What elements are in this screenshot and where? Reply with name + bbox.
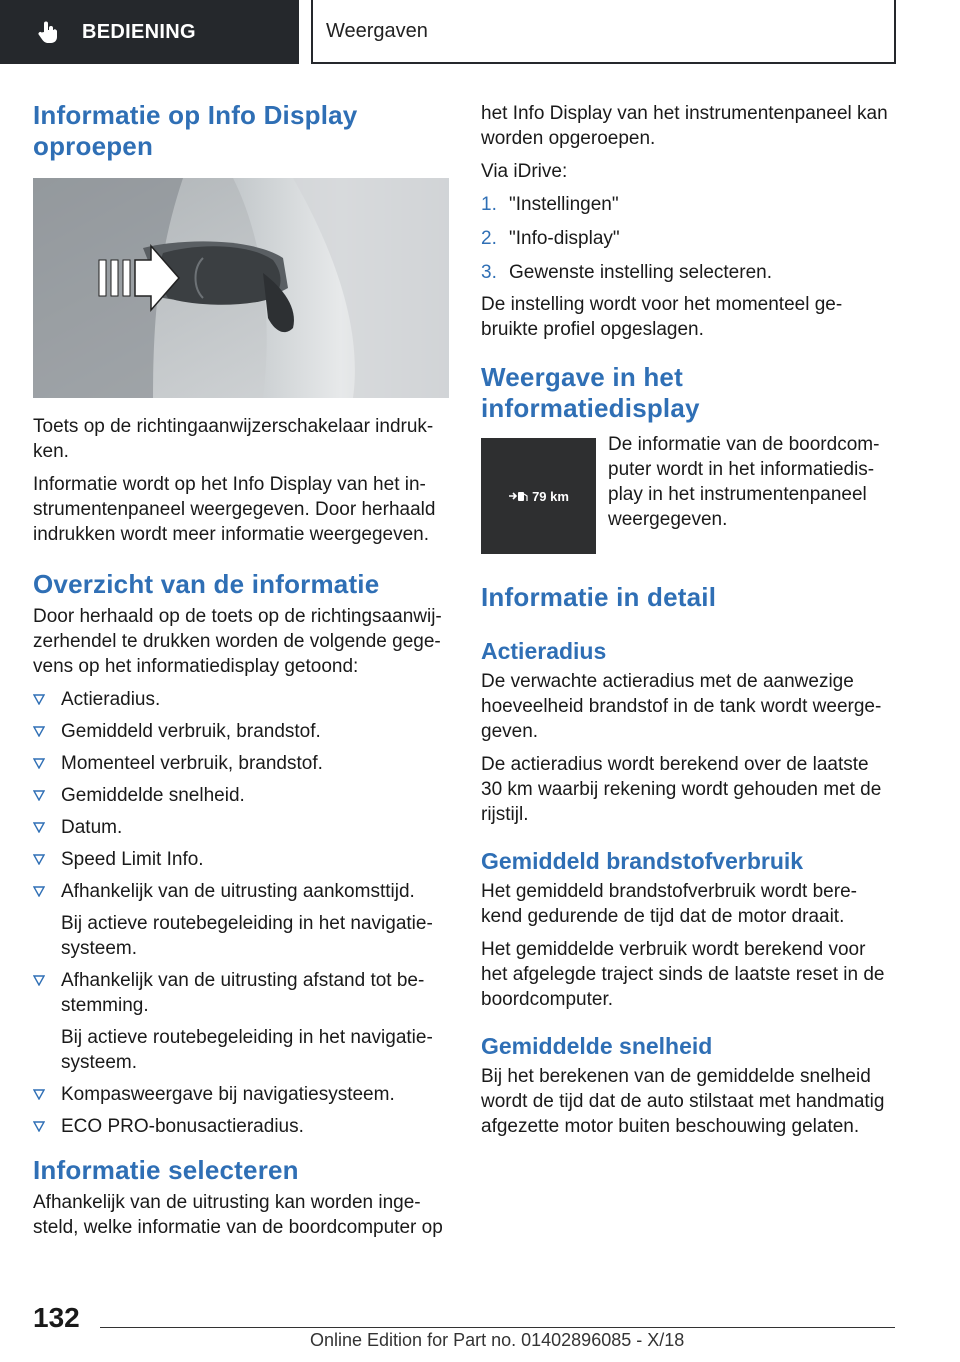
list-item-text: Afhankelijk van de uitrusting aankomsttijd.	[61, 881, 415, 902]
edition-note: Online Edition for Part no. 01402896085 - X/18	[310, 1330, 685, 1350]
heading-snelheid: Gemiddelde snelheid	[481, 1033, 713, 1059]
profile-note: De instelling wordt voor het momenteel ge-bruikte profiel opgeslagen.	[481, 294, 843, 340]
verbruik-text-1: Het gemiddeld brandstofverbruik wordt bere-kend gedurende de tijd dat de motor draait.	[481, 881, 857, 927]
heading-detail: Informatie in detail	[481, 582, 717, 612]
heading-actieradius: Actieradius	[481, 638, 607, 664]
heading-overzicht: Overzicht van de informatie	[33, 569, 380, 599]
right-column	[481, 103, 893, 1139]
bullet-triangle-icon	[33, 758, 45, 769]
verbruik-text-2: Het gemiddelde verbruik wordt berekend voor het afgelegde traject sinds de laatste reset in de boordcomputer.	[481, 939, 885, 1010]
bullet-triangle-icon	[33, 1121, 45, 1132]
heading-selecteren: Informatie selecteren	[33, 1155, 299, 1185]
bullet-triangle-icon	[33, 886, 45, 897]
list-item-text: Momenteel verbruik, brandstof.	[61, 753, 323, 774]
info-list	[33, 687, 449, 1139]
list-item	[33, 879, 449, 961]
hand-pointer-icon	[36, 19, 62, 45]
left-column	[33, 100, 449, 1240]
via-idrive: Via iDrive:	[481, 161, 568, 182]
section-tab	[0, 0, 299, 64]
actieradius-text-2: De actieradius wordt berekend over de laatste 30 km waarbij rekening wordt gehouden met de rijstijl.	[481, 754, 882, 825]
continued-text: het Info Display van het instrumentenpaneel kan worden opgeroepen.	[481, 103, 888, 149]
step-text: "Info-display"	[509, 228, 620, 249]
bullet-triangle-icon	[33, 822, 45, 833]
display-example	[481, 434, 893, 554]
footer-rule	[100, 1327, 895, 1328]
step-item	[481, 260, 893, 285]
selecteren-text: Afhankelijk van de uitrusting kan worden inge-steld, welke informatie van de boordcomputer op	[33, 1192, 443, 1238]
weergave-text: De informatie van de boordcom-puter wordt in het informatiedis-play in het instrumentenpaneel weergegeven.	[608, 434, 880, 530]
bullet-triangle-icon	[33, 1089, 45, 1100]
bullet-triangle-icon	[33, 726, 45, 737]
heading-info-display: Informatie op Info Display oproepen	[33, 100, 358, 161]
list-item	[33, 751, 449, 776]
lever-illustration	[33, 178, 449, 398]
bullet-triangle-icon	[33, 975, 45, 986]
list-item	[33, 1114, 449, 1139]
bullet-triangle-icon	[33, 790, 45, 801]
list-item	[33, 783, 449, 808]
bullet-triangle-icon	[33, 694, 45, 705]
step-number: 2.	[481, 228, 497, 249]
topic-tab	[311, 0, 896, 64]
heading-weergave: Weergave in het informatiedisplay	[481, 362, 700, 423]
snelheid-text-1: Bij het berekenen van de gemiddelde snelheid wordt de tijd dat de auto stilstaat met handmatig afgezette motor buiten beschouwing gelaten.	[481, 1066, 885, 1137]
turn-signal-lever-photo	[33, 178, 449, 398]
list-item-text: Datum.	[61, 817, 123, 838]
page-header	[0, 0, 960, 66]
page-number: 132	[33, 1302, 80, 1333]
step-text: "Instellingen"	[509, 194, 619, 215]
list-item-text: ECO PRO-bonusactieradius.	[61, 1116, 304, 1137]
list-item	[33, 687, 449, 712]
list-item	[33, 815, 449, 840]
list-item-text: Kompasweergave bij navigatiesysteem.	[61, 1084, 395, 1105]
range-fuel-icon	[508, 490, 528, 502]
steps-list	[481, 192, 893, 285]
list-item-text: Afhankelijk van de uitrusting afstand tot be-stemming.	[61, 970, 425, 1016]
step-item	[481, 192, 893, 217]
photo-caption-1: Toets op de richtingaanwijzerschakelaar indruk-ken.	[33, 416, 434, 462]
list-item-subtext: Bij actieve routebegeleiding in het navigatie-systeem.	[61, 913, 433, 959]
list-item-text: Speed Limit Info.	[61, 849, 204, 870]
step-item	[481, 226, 893, 251]
list-item	[33, 847, 449, 872]
list-item-text: Actieradius.	[61, 689, 161, 710]
list-item	[33, 719, 449, 744]
list-item-text: Gemiddeld verbruik, brandstof.	[61, 721, 321, 742]
list-item-subtext: Bij actieve routebegeleiding in het navigatie-systeem.	[61, 1027, 433, 1073]
section-label: BEDIENING	[82, 20, 196, 43]
list-item-text: Gemiddelde snelheid.	[61, 785, 245, 806]
photo-caption-2: Informatie wordt op het Info Display van het in-strumentenpaneel weergegeven. Door herhaald indrukken wordt meer informatie weergegeven.	[33, 474, 436, 545]
list-item	[33, 1082, 449, 1107]
page-footer	[0, 1290, 960, 1350]
topic-label: Weergaven	[326, 19, 428, 42]
overzicht-intro: Door herhaald op de toets op de richtingsaanwij-zerhendel te drukken worden de volgende gege-vens op het informatiedisplay getoond:	[33, 606, 442, 677]
actieradius-text-1: De verwachte actieradius met de aanwezige hoeveelheid brandstof in de tank wordt weerge-geven.	[481, 671, 882, 742]
info-display-screen	[481, 438, 596, 554]
step-text: Gewenste instelling selecteren.	[509, 262, 772, 283]
bullet-triangle-icon	[33, 854, 45, 865]
step-number: 1.	[481, 194, 497, 215]
range-value: 79 km	[532, 488, 569, 504]
heading-verbruik: Gemiddeld brandstofverbruik	[481, 848, 804, 874]
step-number: 3.	[481, 262, 497, 283]
list-item	[33, 968, 449, 1075]
